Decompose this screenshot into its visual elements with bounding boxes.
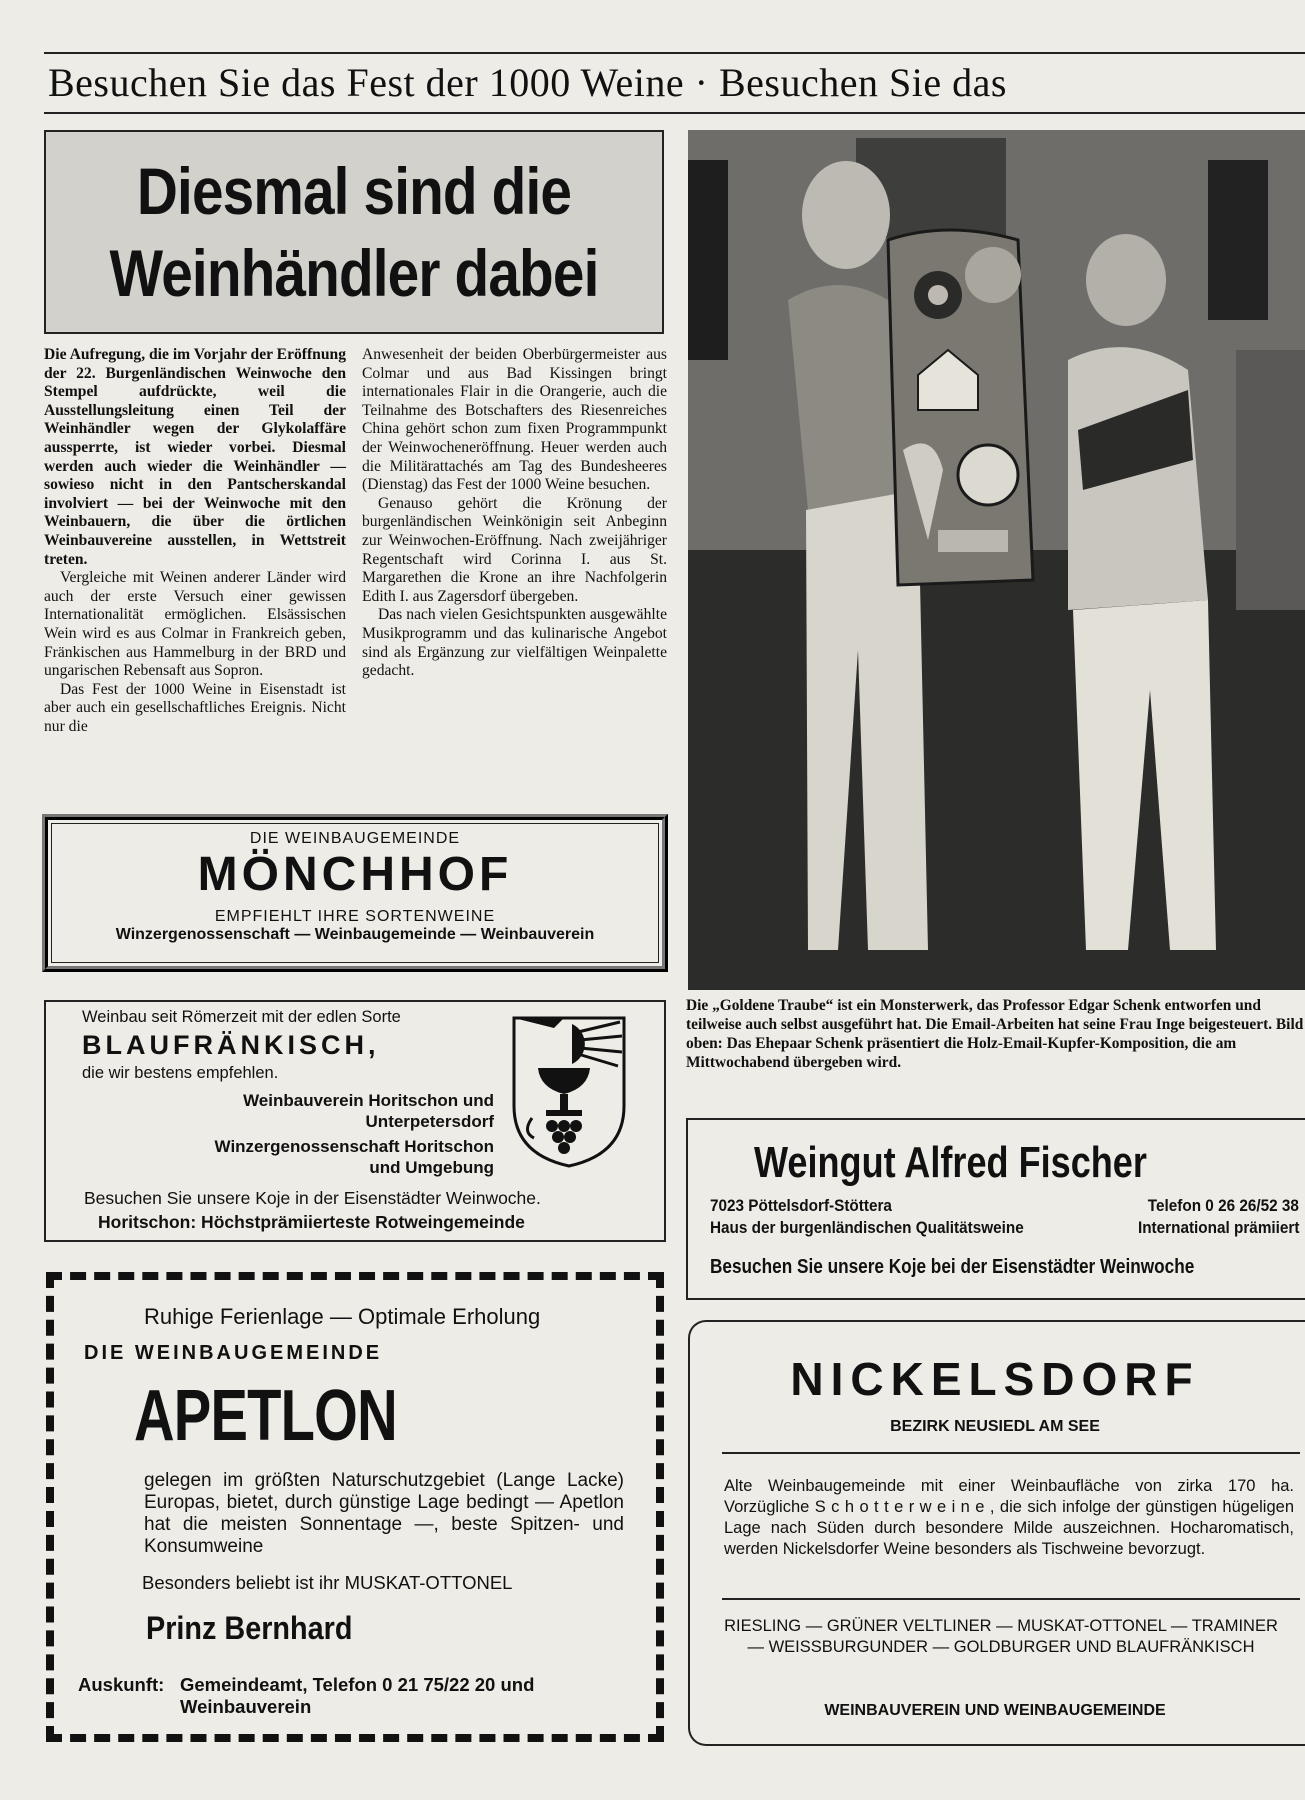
ad-horitschon-name: BLAUFRÄNKISCH, (82, 1030, 380, 1060)
ad-apetlon-contact (180, 1674, 534, 1718)
article-paragraph: Vergleiche mit Weinen anderer Länder wird auch der erste Versuch einer gewissen Internationalität ermöglichen. Elsässischen Wein wird es aus Colmar in Frankreich geben, Fränkischen aus Hammelburg in der BRD und ungarischen Rebensaft aus Sopron. (44, 569, 346, 680)
ad-horitschon-org-1a: Weinbauverein Horitschon und (243, 1091, 494, 1110)
ad-fischer-phone: Telefon 0 26 26/52 38 (1147, 1196, 1299, 1215)
ad-apetlon-line-1: Ruhige Ferienlage — Optimale Erholung (144, 1304, 541, 1329)
photo-caption: Die „Goldene Traube“ ist ein Monsterwerk, das Professor Edgar Schenk entworfen und teilweise auch selbst ausgeführt hat. Die Email-Arbeiten hat seine Frau Inge beigesteuert. Bild oben: Das Ehepaar Schenk präsentiert die Holz-Email-Kupfer-Komposition, die am Mittwochabend übergeben wird. (686, 997, 1304, 1071)
photo-goldene-traube (688, 130, 1305, 990)
ad-horitschon-org-2a: Winzergenossenschaft Horitschon (214, 1137, 494, 1156)
ad-apetlon-name: APETLON (134, 1376, 397, 1456)
ad-nickelsdorf-varieties: RIESLING — GRÜNER VELTLINER — MUSKAT-OTTONEL — TRAMINER — WEISSBURGUNDER — GOLDBURGER UND BLAUFRÄNKISCH (724, 1617, 1278, 1656)
ad-fischer-award: International prämiiert (1137, 1218, 1299, 1237)
coat-of-arms-icon (508, 1014, 630, 1170)
ad-moenchhof-line-2: EMPFIEHLT IHRE SORTENWEINE (214, 908, 496, 925)
ad-apetlon (46, 1272, 664, 1742)
ad-fischer-tagline: Haus der burgenländischen Qualitätsweine (710, 1218, 1024, 1237)
article-paragraph: Das nach vielen Gesichtspunkten ausgewählte Musikprogramm und das kulinarische Angebot sind als Ergänzung zur vielfältigen Weinpalette gedacht. (362, 606, 667, 680)
headline-box (44, 130, 664, 334)
ad-apetlon-contact-label: Auskunft: (78, 1674, 165, 1695)
top-banner (44, 52, 1305, 114)
ad-apetlon-line-2: DIE WEINBAUGEMEINDE (84, 1342, 383, 1364)
ad-horitschon-org-1b: Unterpetersdorf (365, 1112, 494, 1131)
headline-line-2: Weinhändler dabei (109, 236, 599, 310)
ad-horitschon (44, 1000, 666, 1242)
ad-apetlon-contact-1: Gemeindeamt, Telefon 0 21 75/22 20 und (180, 1674, 535, 1695)
article-paragraph: Anwesenheit der beiden Oberbürgermeister aus Colmar und aus Bad Kissingen bringt internationales Flair in die Orangerie, auch die Teilnahme des Botschafters des Riesenreiches China gehört schon zum fixen Programmpunkt der Weinwocheneröffnung. Heuer werden auch die Militärattachés am Tag des Bundesheeres (Dienstag) das Fest der 1000 Weine besuchen. (362, 346, 667, 494)
ad-apetlon-desc: gelegen im größten Naturschutzgebiet (Lange Lacke) Europas, bietet, durch günstige Lage bedingt — Apetlon hat die meisten Sonnentage —, beste Spitzen- und Konsumweine (144, 1470, 624, 1557)
article-paragraph: Die Aufregung, die im Vorjahr der Eröffnung der 22. Burgenländischen Weinwoche den Stempel aufdrückte, weil die Ausstellungsleitung einen Teil der Weinhändler wegen der Glykolaffäre aussperrte, ist wieder vorbei. Diesmal werden auch wieder die Weinhändler — sowieso nicht in den Pantscherskandal involviert — bei der Weinwoche mit den Weinbauern, die über die örtlichen Weinbauvereine ausstellen, in Wettstreit treten. (44, 346, 346, 568)
ad-fischer-line: Besuchen Sie unsere Koje bei der Eisenstädter Weinwoche (710, 1256, 1195, 1278)
ad-apetlon-wine: Prinz Bernhard (146, 1610, 353, 1646)
ad-fischer (686, 1118, 1305, 1300)
article-column-2 (362, 346, 667, 681)
ad-horitschon-line-3: Besuchen Sie unsere Koje in der Eisenstädter Weinwoche. (84, 1188, 541, 1208)
ad-nickelsdorf-footer: WEINBAUVEREIN UND WEINBAUGEMEINDE (824, 1702, 1166, 1719)
ad-moenchhof-line-1: DIE WEINBAUGEMEINDE (249, 830, 461, 847)
ad-moenchhof-line-3: Winzergenossenschaft — Weinbaugemeinde — Weinbauverein (115, 926, 595, 943)
ad-moenchhof (42, 814, 668, 972)
ad-fischer-address: 7023 Pöttelsdorf-Stöttera (710, 1196, 892, 1215)
ad-horitschon-line-4: Horitschon: Höchstprämiierteste Rotweingemeinde (98, 1212, 525, 1232)
ad-horitschon-org-2 (215, 1136, 494, 1178)
ad-nickelsdorf (688, 1320, 1305, 1746)
ad-nickelsdorf-district: BEZIRK NEUSIEDL AM SEE (890, 1418, 1100, 1435)
ad-nickelsdorf-divider-1 (722, 1452, 1300, 1454)
headline-line-1: Diesmal sind die (136, 154, 572, 228)
ad-apetlon-contact-2: Weinbauverein (180, 1696, 312, 1717)
ad-fischer-name: Weingut Alfred Fischer (754, 1138, 1147, 1187)
article-paragraph: Das Fest der 1000 Weine in Eisenstadt ist aber auch ein gesellschaftliches Ereignis. Nicht nur die (44, 680, 346, 735)
article-paragraph: Genauso gehört die Krönung der burgenländischen Weinkönigin seit Anbeginn zur Weinwochen-Eröffnung. Nach zweijähriger Regentschaft wird Corinna I. aus St. Margarethen die Krone an ihre Nachfolgerin Edith I. aus Zagersdorf übergeben. (362, 494, 667, 605)
ad-moenchhof-name: MÖNCHHOF (197, 848, 513, 901)
ad-horitschon-org-2b: und Umgebung (369, 1158, 494, 1177)
ad-nickelsdorf-name: NICKELSDORF (790, 1353, 1200, 1405)
ad-horitschon-line-1: Weinbau seit Römerzeit mit der edlen Sorte (82, 1008, 401, 1026)
ad-nickelsdorf-divider-2 (722, 1598, 1300, 1600)
ad-apetlon-line-3: Besonders beliebt ist ihr MUSKAT-OTTONEL (142, 1572, 513, 1593)
article-column-1 (44, 346, 346, 736)
banner-text: Besuchen Sie das Fest der 1000 Weine · Besuchen Sie das (48, 60, 1007, 105)
ad-nickelsdorf-desc: Alte Weinbaugemeinde mit einer Weinbaufläche von zirka 170 ha. Vorzügliche S c h o t t e r w e i n e , die sich infolge der günstigen hügeligen Lage nach Süden durch besondere Milde auszeichnen. Hocharomatisch, werden Nickelsdorfer Weine besonders als Tischweine bevorzugt. (724, 1477, 1294, 1558)
ad-horitschon-line-2: die wir bestens empfehlen. (82, 1064, 279, 1082)
ad-horitschon-org-1 (243, 1090, 494, 1132)
